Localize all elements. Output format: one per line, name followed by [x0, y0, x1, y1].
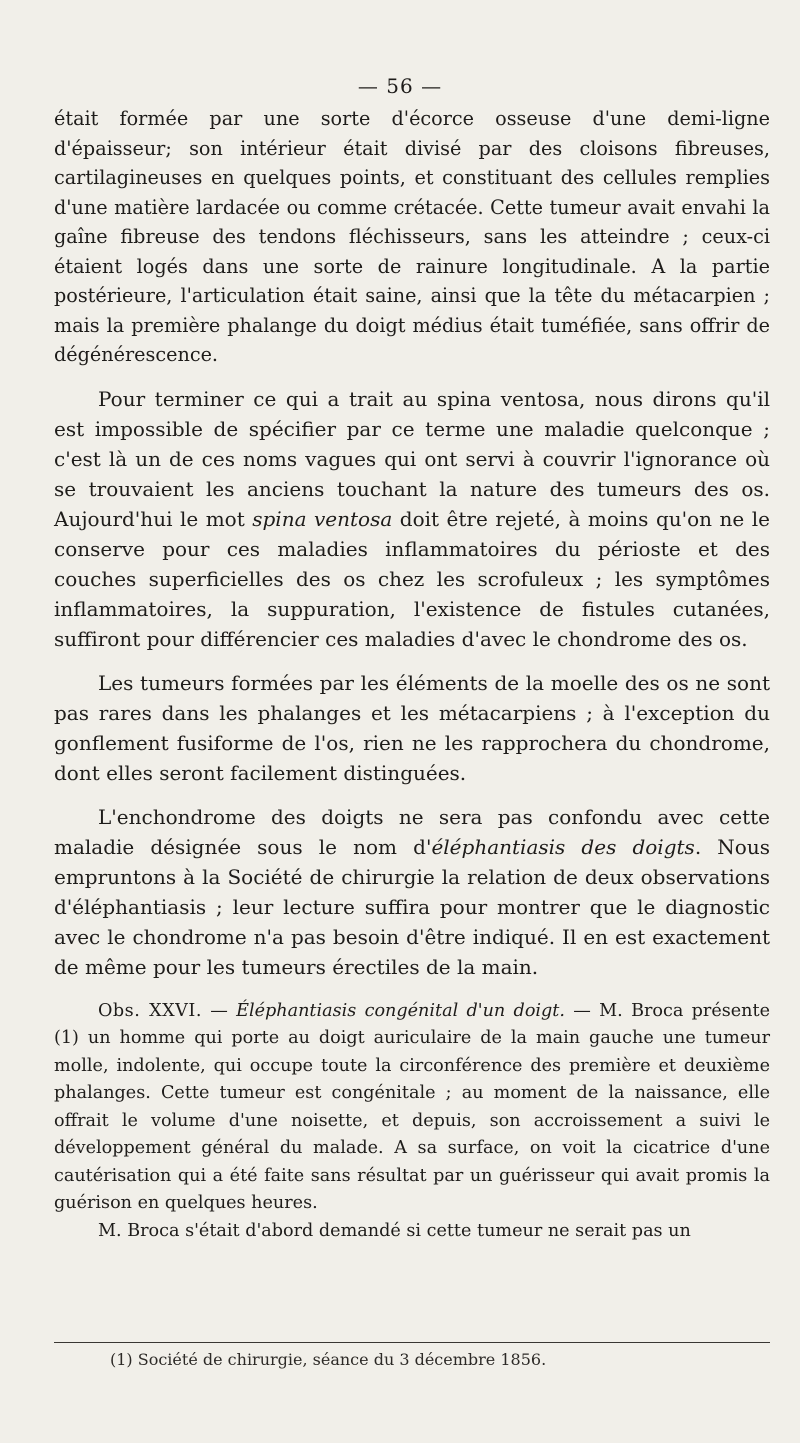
- text-run: — M. Broca présente (1) un homme qui porte au doigt auriculaire de la main gauche une tumeur molle, indolente, qui occupe toute la circonférence des première et deuxième phalanges. Cette tumeur est congénitale ; au moment de la naissance, elle offrait le volume d'une noisette, et depuis, son accroissement a suivi le développement général du malade. A sa surface, on voit la cicatrice d'une cautérisation qui a été faite sans résultat par un guérisseur qui avait promis la guérison en quelques heures.: [54, 1000, 770, 1213]
- observation-continuation: M. Broca s'était d'abord demandé si cette tumeur ne serait pas un: [98, 1220, 691, 1241]
- text-run: L'enchondrome des doigts ne sera pas confondu avec cette maladie désignée sous le nom d': [54, 804, 770, 859]
- observation-title: Éléphantiasis congénital d'un doigt.: [236, 1000, 565, 1021]
- dash: —: [201, 1000, 237, 1021]
- paragraph-continuation: était formée par une sorte d'écorce osseuse d'une demi-ligne d'épaisseur; son intérieur était divisé par des cloisons fibreuses, cartilagineuses en quelques points, et constituant des cellules remplies d'une matière lardacée ou comme crétacée. Cette tumeur avait envahi la gaîne fibreuse des tendons fléchisseurs, sans les atteindre ; ceux-ci étaient logés dans une sorte de rainure longitudinale. A la partie postérieure, l'articulation était saine, ainsi que la tête du métacarpien ; mais la première phalange du doigt médius était tuméfiée, sans offrir de dégénérescence.: [54, 107, 770, 366]
- text-run: doit être rejeté, à moins qu'on ne le conserve pour ces maladies inflammatoires du périoste et des couches superficielles des os chez les scrofuleux ; les symptômes inflammatoires, la suppuration, l'existence de fistules cutanées, suffiront pour différencier ces maladies d'avec le chondrome des os.: [54, 506, 770, 651]
- paragraph-spina-ventosa: [54, 384, 770, 654]
- text-run: Pour terminer ce qui a trait au spina ventosa, nous dirons qu'il est impossible de spécifier par ce terme une maladie quelconque ; c'est là un de ces noms vagues qui ont servi à couvrir l'ignorance où se trouvaient les anciens touchant la nature des tumeurs des os. Aujourd'hui le mot: [54, 386, 770, 531]
- emphasis-term: spina ventosa: [252, 506, 393, 531]
- body-text: [54, 104, 770, 1245]
- emphasis-term: éléphantiasis des doigts: [431, 834, 695, 859]
- footnote-divider: [54, 1342, 770, 1343]
- paragraph-marrow-tumors: Les tumeurs formées par les éléments de la moelle des os ne sont pas rares dans les phalanges et les métacarpiens ; à l'exception du gonflement fusiforme de l'os, rien ne les rapprochera du chondrome, dont elles seront facilement distinguées.: [54, 670, 770, 785]
- observation-xxvi: [54, 998, 770, 1218]
- footnote: (1) Société de chirurgie, séance du 3 décembre 1856.: [110, 1350, 547, 1369]
- page-number: — 56 —: [357, 74, 443, 98]
- paragraph-elephantiasis: [54, 802, 770, 982]
- observation-label: Obs. XXVI.: [98, 1000, 202, 1021]
- text-run: . Nous empruntons à la Société de chirurgie la relation de deux observations d'éléphantiasis ; leur lecture suffira pour montrer que le diagnostic avec le chondrome n'a pas besoin d'être indiqué. Il en est exactement de même pour les tumeurs érectiles de la main.: [54, 834, 770, 979]
